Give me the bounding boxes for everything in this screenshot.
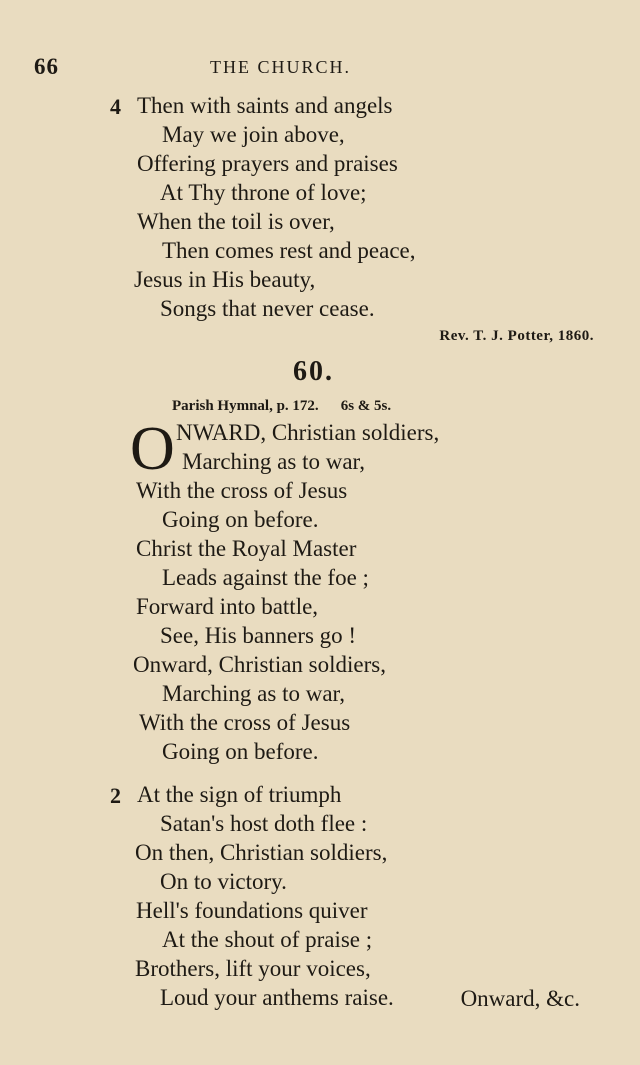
verse-line: Marching as to war, [182, 449, 366, 474]
tune-source: Parish Hymnal, p. 172. [172, 398, 319, 414]
verse-line: Marching as to war, [162, 681, 346, 706]
verse-line: With the cross of Jesus [136, 478, 348, 503]
verse-line: At the shout of praise ; [162, 927, 373, 952]
verse-line: Loud your anthems raise. [160, 985, 394, 1010]
verse-line: At Thy throne of love; [160, 180, 367, 205]
tune-reference [172, 398, 391, 415]
page-header [0, 54, 640, 84]
verse-line: Then comes rest and peace, [162, 238, 416, 263]
page-number: 66 [34, 54, 59, 79]
refrain-cue: Onward, &c. [460, 986, 580, 1011]
verse-line: With the cross of Jesus [139, 710, 351, 735]
stanza-number: 4 [110, 94, 121, 119]
verse-line: See, His banners go ! [160, 623, 357, 648]
drop-cap: O [130, 415, 175, 483]
verse-line: Satan's host doth flee : [160, 811, 368, 836]
verse-line: Forward into battle, [136, 594, 319, 619]
verse-line: On to victory. [160, 869, 287, 894]
verse-line: NWARD, Christian soldiers, [176, 420, 440, 445]
verse-line: When the toil is over, [137, 209, 335, 234]
verse-line: Onward, Christian soldiers, [133, 652, 386, 677]
verse-line: May we join above, [162, 122, 345, 147]
verse-line: Then with saints and angels [137, 93, 393, 118]
verse-line: Going on before. [162, 739, 319, 764]
hymn-number: 60. [293, 356, 334, 387]
running-head: THE CHURCH. [210, 57, 352, 77]
verse-line: Offering prayers and praises [137, 151, 398, 176]
verse-line: Going on before. [162, 507, 319, 532]
verse-line: On then, Christian soldiers, [135, 840, 388, 865]
verse-line: Hell's foundations quiver [136, 898, 368, 923]
verse-line: Brothers, lift your voices, [135, 956, 371, 981]
stanza-number: 2 [110, 783, 121, 808]
meter: 6s & 5s. [340, 398, 392, 414]
verse-line: Songs that never cease. [160, 296, 375, 321]
verse-line: At the sign of triumph [137, 782, 342, 807]
verse-line: Christ the Royal Master [136, 536, 357, 561]
author-attribution: Rev. T. J. Potter, 1860. [439, 328, 594, 344]
verse-line: Jesus in His beauty, [134, 267, 316, 292]
verse-line: Leads against the foe ; [162, 565, 369, 590]
